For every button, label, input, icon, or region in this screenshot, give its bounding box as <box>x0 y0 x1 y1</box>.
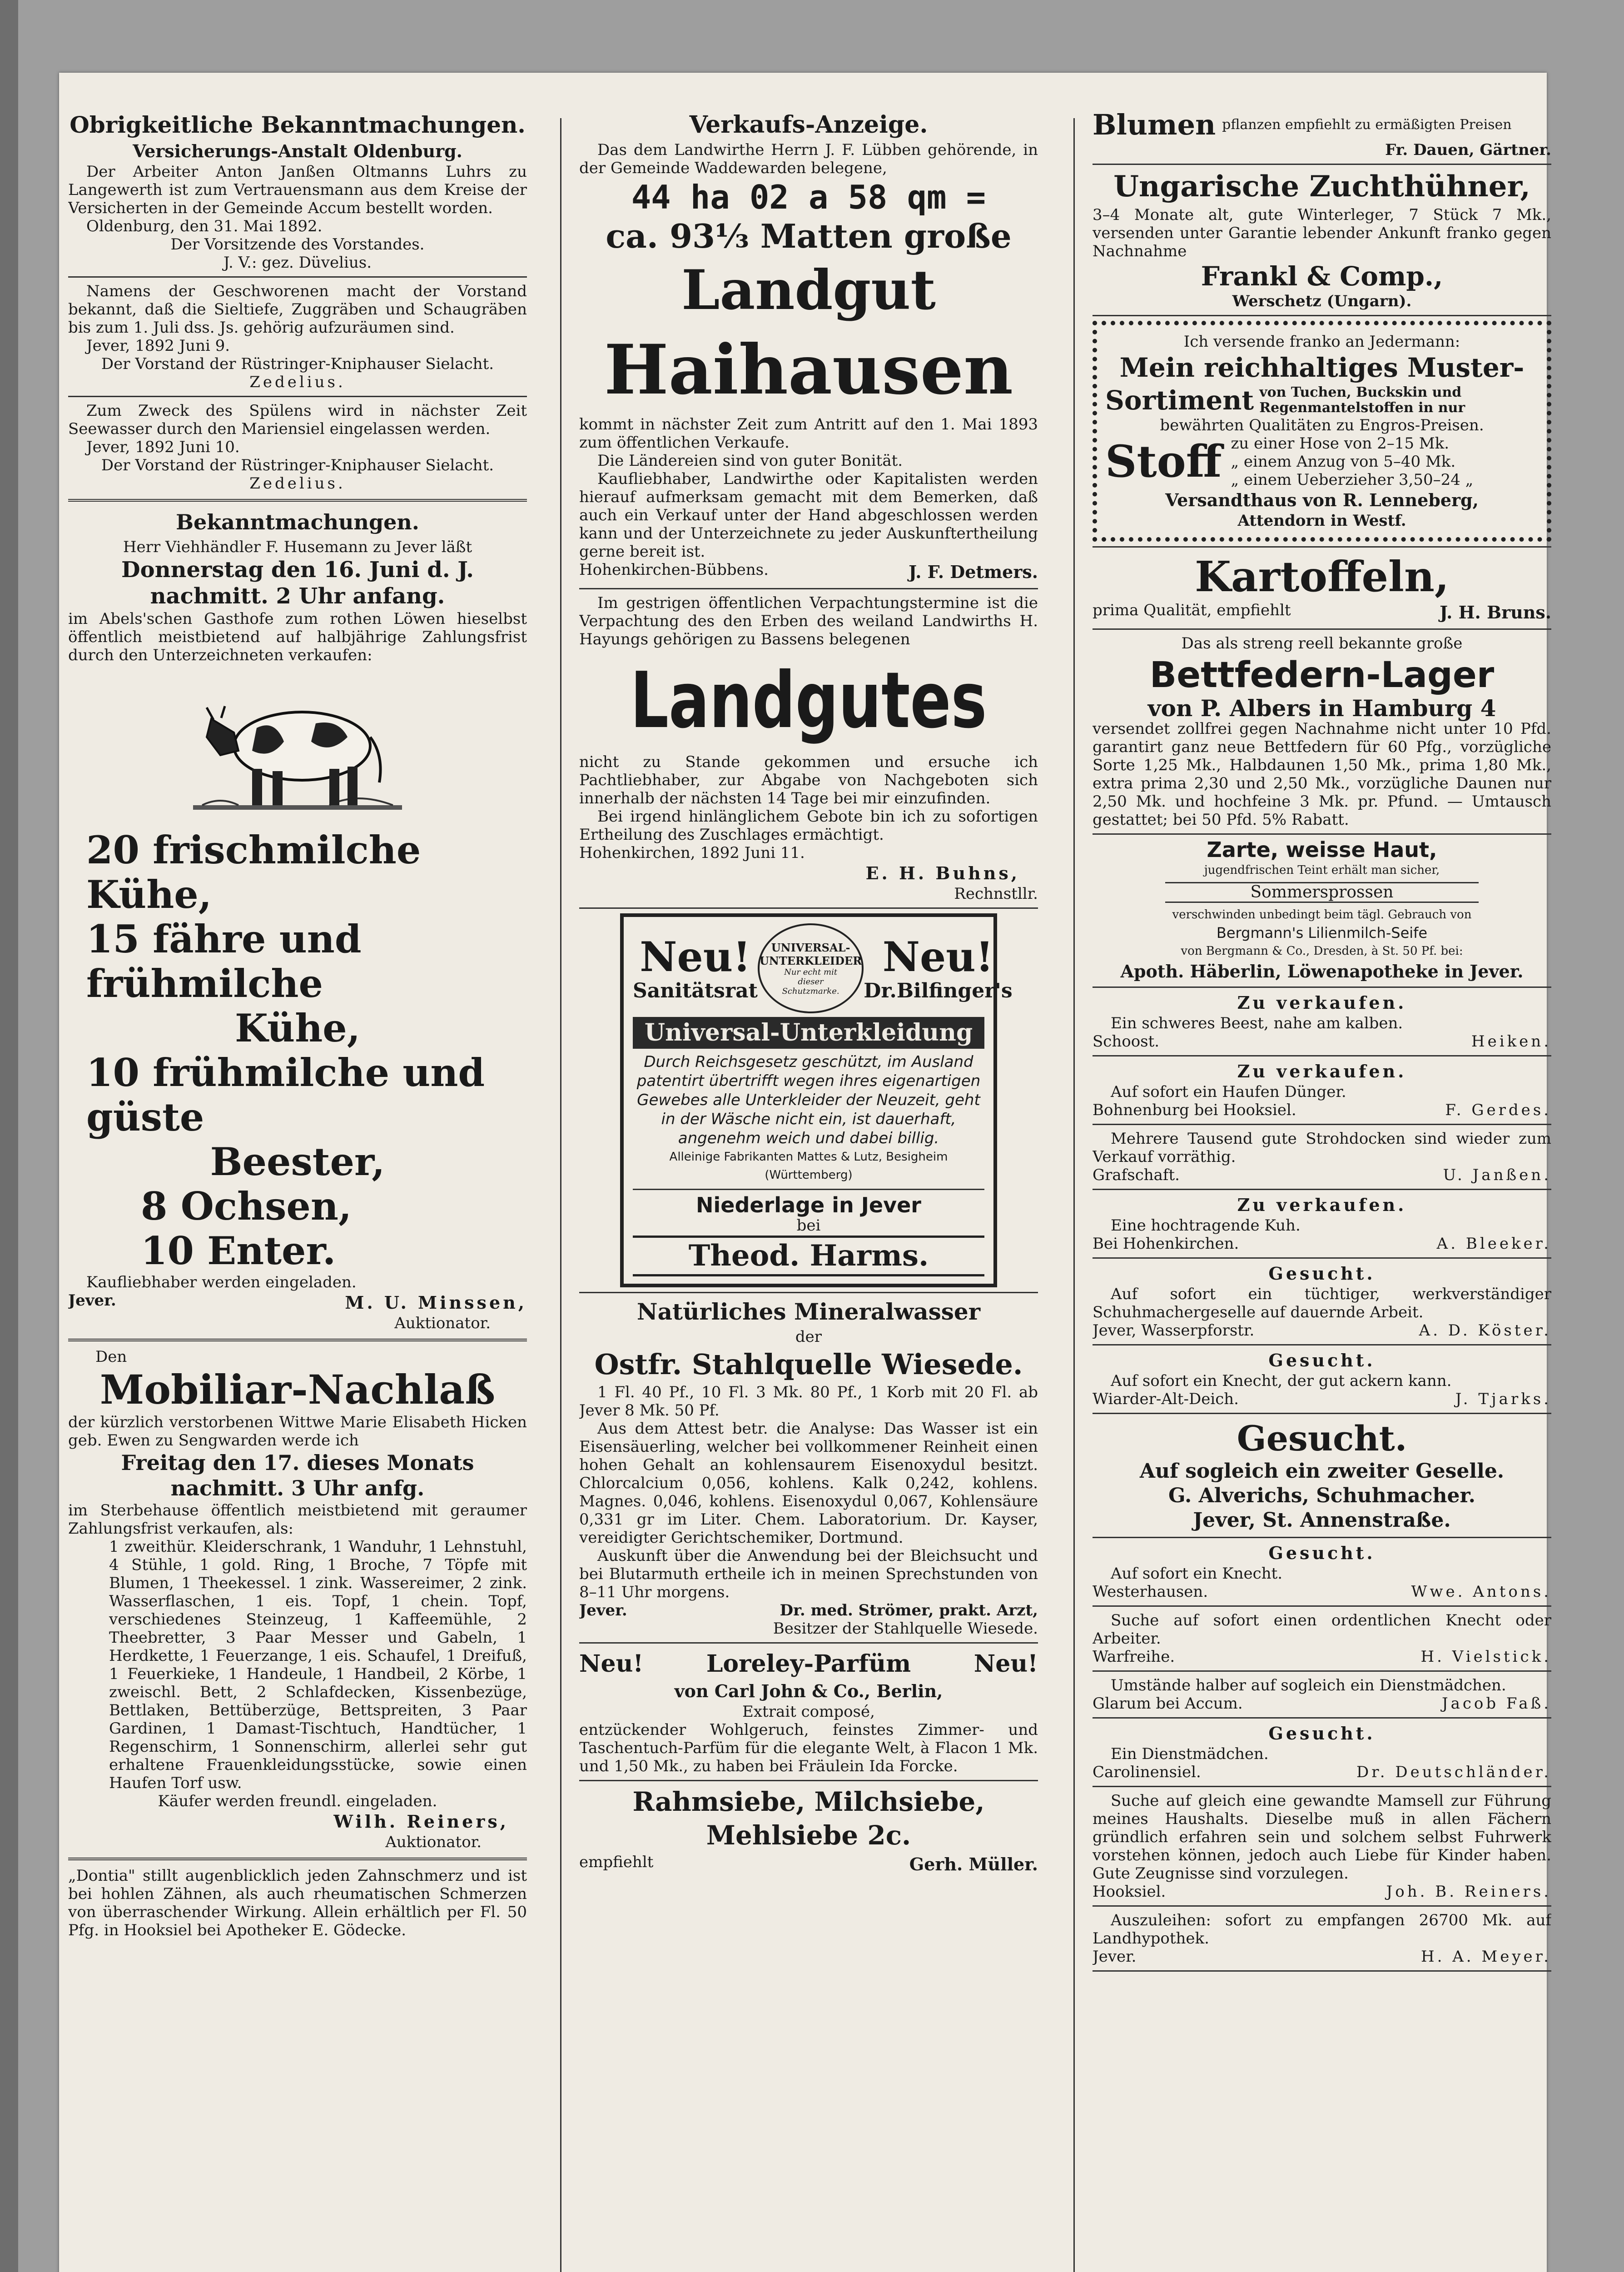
small-ad-signature-row <box>1093 1883 1551 1901</box>
column-rule <box>1073 118 1075 2272</box>
small-ad-place: Schoost. <box>1093 1032 1160 1051</box>
ad-siebe <box>579 1786 1038 1876</box>
small-ad <box>1093 1130 1551 1190</box>
small-ad-body: Ein schweres Beest, nahe am kalben. <box>1111 1014 1403 1032</box>
ad-title-row <box>579 1648 1038 1680</box>
small-ad-signature-row <box>1093 1694 1551 1713</box>
notice-body: Namens der Geschworenen macht der Vorstand bekannt, daß die Sieltiefe, Zuggräben und Schaugräben bis zum 1. Juli dss. Js. gehörig aufzuräumen sind. <box>68 282 527 337</box>
adjacent-page-edge <box>0 0 18 2272</box>
ad-signer: Dr. med. Strömer, prakt. Arzt, <box>780 1601 1038 1619</box>
notice-official <box>68 111 527 272</box>
ad-headline: Rahmsiebe, Milchsiebe, <box>632 1786 985 1817</box>
column-2 <box>579 109 1038 2272</box>
small-ad-signature-row <box>1093 1101 1551 1119</box>
small-ad-signature-row <box>1093 1648 1551 1666</box>
small-ad <box>1093 1061 1551 1125</box>
small-ad-signer: Wwe. Antons. <box>1411 1583 1551 1601</box>
small-ad-place: Bei Hohenkirchen. <box>1093 1235 1239 1253</box>
ad-headline: Mein reichhaltiges Muster- <box>1119 352 1525 383</box>
divider <box>633 1189 984 1190</box>
small-ad <box>1093 1543 1551 1607</box>
small-ad-body: Eine hochtragende Kuh. <box>1111 1216 1301 1235</box>
notice-sielacht-2 <box>68 402 527 493</box>
small-ad-signature-row <box>1093 1583 1551 1601</box>
ad-signature-row <box>579 1601 1038 1619</box>
small-ad-title: Zu verkaufen. <box>1237 1061 1407 1081</box>
ad-body: „Dontia" stillt augenblicklich jeden Zahnschmerz und ist bei hohlen Zähnen, als auch rheumatischen Schmerzen von überraschender Wirkung. Allein erhältlich per Fl. 50 Pfg. in Hooksiel bei Apotheker E. Gödecke. <box>68 1867 527 1939</box>
small-ad-place: Bohnenburg bei Hooksiel. <box>1093 1101 1296 1119</box>
divider <box>1093 1605 1551 1607</box>
ad-place: Jever. <box>68 1291 116 1310</box>
small-ads <box>1093 1543 1551 1972</box>
notice-body: Der Arbeiter Anton Janßen Oltmanns Luhrs zu Langewerth ist zum Vertrauensmann aus dem Kreise der Versicherten in der Gemeinde Accum bestellt worden. <box>68 163 527 217</box>
ad-mobiliar <box>68 1348 527 1851</box>
ad-signer: J. H. Bruns. <box>1440 602 1551 623</box>
ad-price-line: „ einem Anzug von 5–40 Mk. <box>1231 453 1456 471</box>
ad-muster-sortiment <box>1093 321 1551 542</box>
small-ad-body: Mehrere Tausend gute Strohdocken sind wieder zum Verkauf vorräthig. <box>1093 1130 1551 1166</box>
divider <box>579 907 1038 909</box>
ad-firm: Theod. Harms. <box>633 1236 984 1276</box>
ad-text: Jever, St. Annenstraße. <box>1193 1509 1451 1532</box>
small-ad-title: Gesucht. <box>1268 1263 1376 1284</box>
small-ad-place: Carolinensiel. <box>1093 1763 1201 1781</box>
small-ad-body: Auf sofort ein Knecht, der gut ackern kann. <box>1111 1372 1452 1390</box>
badge-text: Nur echt mit dieser Schutzmarke. <box>782 967 839 996</box>
ad-depot-bei: bei <box>796 1216 821 1235</box>
ad-text: pflanzen empfiehlt zu ermäßigten Preisen <box>1222 117 1512 133</box>
ad-headline: Sortiment <box>1105 385 1254 416</box>
notice-signature: Der Vorsitzende des Vorstandes. <box>170 235 425 254</box>
column-rule <box>560 118 561 2272</box>
ad-price-line: zu einer Hose von 2–15 Mk. <box>1231 434 1449 453</box>
ad-buyers: Käufer werden freundl. eingeladen. <box>158 1792 437 1810</box>
ad-text: von Tuchen, Buckskin und Regenmantelstoffen in nur <box>1259 384 1465 416</box>
divider <box>1093 1413 1551 1414</box>
small-ad-body: Auszuleihen: sofort zu empfangen 26700 Mk. auf Landhypothek. <box>1093 1911 1551 1948</box>
ad-body: Im gestrigen öffentlichen Verpachtungstermine ist die Verpachtung des den Erben des weiland Landwirths H. Hayungs gehörigen zu Bassens belegenen <box>579 594 1038 648</box>
ad-text: Auf sogleich ein zweiter Geselle. <box>1139 1460 1505 1483</box>
column-3 <box>1093 109 1551 2272</box>
ad-item-line: 8 Ochsen, <box>141 1184 352 1229</box>
small-ad <box>1093 1723 1551 1787</box>
ad-intro: Herr Viehhändler F. Husemann zu Jever läßt <box>123 538 472 556</box>
small-ad-place: Hooksiel. <box>1093 1883 1166 1901</box>
ad-place: Attendorn in Westf. <box>1237 512 1406 530</box>
ad-role: Besitzer der Stahlquelle Wiesede. <box>773 1619 1038 1638</box>
notice-signature: Der Vorstand der Rüstringer-Kniphauser Sielacht. <box>101 355 494 373</box>
divider <box>1093 1189 1551 1190</box>
ad-date: Donnerstag den 16. Juni d. J. <box>121 557 474 583</box>
ad-headline: Ostfr. Stahlquelle Wiesede. <box>594 1348 1023 1381</box>
ad-price: 1 Fl. 40 Pf., 10 Fl. 3 Mk. 80 Pf., 1 Korb mit 20 Fl. ab Jever 8 Mk. 50 Pf. <box>579 1383 1038 1420</box>
ad-body: der kürzlich verstorbenen Wittwe Marie Elisabeth Hicken geb. Ewen zu Sengwarden werde ich <box>68 1413 527 1450</box>
ad-price-line: „ einem Ueberzieher 3,50–24 „ <box>1231 471 1474 489</box>
ad-loreley <box>579 1648 1038 1775</box>
small-ad-place: Warfreihe. <box>1093 1648 1175 1666</box>
small-ad-title: Gesucht. <box>1268 1723 1376 1744</box>
small-ad <box>1093 1195 1551 1259</box>
small-ad-signer: Jacob Faß. <box>1441 1694 1551 1713</box>
ad-signature-row <box>579 1853 1038 1876</box>
ad-item-line: 10 frühmilche und güste <box>86 1050 485 1140</box>
divider <box>1093 164 1551 165</box>
ad-item-line: Kühe, <box>235 1006 360 1051</box>
small-ad-body: Ein Dienstmädchen. <box>1111 1745 1269 1763</box>
cow-illustration <box>193 669 402 823</box>
ad-signer: Wilh. Reiners, <box>333 1811 509 1832</box>
small-ad-signer: Joh. B. Reiners. <box>1386 1883 1551 1901</box>
small-ad <box>1093 1911 1551 1972</box>
small-ad-place: Jever, Wasserpforstr. <box>1093 1321 1255 1340</box>
divider <box>579 1642 1038 1644</box>
ad-prefix: Den <box>95 1348 127 1366</box>
ad-body: versendet zollfrei gegen Nachnahme nicht unter 10 Pfd. garantirt ganz neue Bettfedern für 60 Pfg., vorzügliche Sorte 1,25 Mk., Halbdaunen 1,50 Mk., prima 1,80 Mk., extra prima 2,30 und 2,50 Mk., vorzügliche Daunen nur 2,50 Mk. und hochfeine 3 Mk. pr. Pfund. — Umtausch gestattet; bei 50 Pfd. 5% Rabatt. <box>1093 720 1551 829</box>
small-ad-body: Auf sofort ein Knecht. <box>1111 1564 1283 1583</box>
divider <box>1093 1055 1551 1056</box>
ad-intro: Das dem Landwirthe Herrn J. F. Lübben gehörende, in der Gemeinde Waddewarden belegene, <box>579 141 1038 177</box>
ad-text: prima Qualität, empfiehlt <box>1093 601 1291 619</box>
notice-signature: Zedelius. <box>249 474 346 493</box>
small-ad <box>1093 1611 1551 1672</box>
small-ad-signature-row <box>1093 1166 1551 1184</box>
ad-heading: Verkaufs-Anzeige. <box>689 111 928 139</box>
small-ad-body: Umstände halber auf sogleich ein Dienstmädchen. <box>1111 1676 1506 1694</box>
small-ad-signer: H. A. Meyer. <box>1420 1948 1551 1966</box>
small-ad-place: Westerhausen. <box>1093 1583 1208 1601</box>
ad-text: Bergmann's Lilienmilch-Seife <box>1216 924 1428 942</box>
ad-heading: Natürliches Mineralwasser <box>636 1298 981 1325</box>
divider <box>1093 1786 1551 1787</box>
ad-signer: J. F. Detmers. <box>909 562 1038 582</box>
column-1 <box>68 109 527 2272</box>
ad-item-list: 1 zweithür. Kleiderschrank, 1 Wanduhr, 1 Lehnstuhl, 4 Stühle, 1 gold. Ring, 1 Broche, 7 Töpfe mit Blumen, 1 Theekessel. 1 zink. Wassereimer, 2 zink. Wasserflaschen, 1 eis. Topf, 1 chein. Topf, verschiedenes Steinzeug, 1 Kaffeemühle, 2 Theebretter, 3 Paar Messer und Gabeln, 1 Herdkette, 1 Feuerzange, 1 eis. Schaufel, 1 Dreifuß, 1 Feuerkieke, 1 Handeule, 1 Handbeil, 2 Körbe, 1 zweischl. Bett, 2 Schlafdecken, Kissenbezüge, Bettlaken, Bettüberzüge, Bettspreiten, 3 Paar Gardinen, 1 Damast-Tischtuch, Handtücher, 1 Regenschirm, 1 Sonnenschirm, allerlei sehr gut erhaltene Frauenkleidungsstücke, sowie einen Haufen Torf usw. <box>109 1538 527 1792</box>
section-title: Obrigkeitliche Bekanntmachungen. <box>70 111 526 138</box>
ad-text: Apoth. Häberlin, Löwenapotheke in Jever. <box>1120 961 1524 982</box>
ad-maker: Alleinige Fabrikanten Mattes & Lutz, Besigheim (Württemberg) <box>669 1150 948 1182</box>
ad-headline: Mobiliar-Nachlaß <box>99 1366 496 1413</box>
ad-item-line: 20 frischmilche Kühe, <box>86 827 421 917</box>
divider <box>579 1780 1038 1781</box>
small-ad-body: Auf sofort ein tüchtiger, werkverständiger Schuhmachergeselle auf dauernde Arbeit. <box>1093 1285 1551 1321</box>
small-ad <box>1093 1263 1551 1345</box>
notice-signature: Der Vorstand der Rüstringer-Kniphauser Sielacht. <box>101 456 494 474</box>
ad-unterkleidung <box>620 913 1013 1287</box>
ad-neu-label: Neu! <box>579 1650 644 1678</box>
small-ad-title: Zu verkaufen. <box>1237 1195 1407 1215</box>
ad-body: Bei irgend hinlänglichem Gebote bin ich zu sofortigen Ertheilung des Zuschlages ermächtigt. <box>579 807 1038 844</box>
badge-text: UNTERKLEIDER <box>759 954 862 967</box>
ad-headline: Mehlsiebe 2c. <box>706 1820 911 1851</box>
ad-place: Hohenkirchen-Bübbens. <box>579 561 769 579</box>
notice-heading: Versicherungs-Anstalt Oldenburg. <box>133 141 462 161</box>
ad-text: verschwinden unbedingt beim tägl. Gebrauch von <box>1172 908 1472 922</box>
divider <box>1093 1344 1551 1345</box>
ad-place: Jever. <box>579 1601 627 1619</box>
divider <box>1093 1670 1551 1672</box>
notice-date: Jever, 1892 Juni 9. <box>86 337 230 355</box>
small-ad-signer: U. Janßen. <box>1443 1166 1551 1184</box>
small-ad-signature-row <box>1093 1948 1551 1966</box>
ad-headline: Landgutes <box>630 656 987 746</box>
ad-depot: Niederlage in Jever <box>696 1193 921 1217</box>
ad-headline: Loreley-Parfüm <box>706 1650 911 1678</box>
notice-signature: J. V.: gez. Düvelius. <box>223 254 372 272</box>
small-ad <box>1093 1676 1551 1719</box>
ad-landgutes <box>579 594 1038 903</box>
divider <box>1093 1537 1551 1538</box>
ad-item-line: Beester, <box>210 1139 385 1184</box>
ad-top-row <box>633 923 1013 1013</box>
ad-kartoffeln <box>1093 552 1551 624</box>
ad-signer: Fr. Dauen, Gärtner. <box>1385 141 1551 159</box>
ad-intro: Ich versende franko an Jedermann: <box>1183 333 1460 351</box>
divider <box>1093 315 1551 316</box>
ad-zuchthuehner <box>1093 169 1551 310</box>
ad-area: ca. 93⅓ Matten große <box>606 217 1012 255</box>
ad-role: Rechnstllr. <box>954 885 1038 903</box>
ad-body: kommt in nächster Zeit zum Antritt auf den 1. Mai 1893 zum öffentlichen Verkaufe. <box>579 415 1038 452</box>
ad-text: bewährten Qualitäten zu Engros-Preisen. <box>1160 416 1484 434</box>
ad-body: Kaufliebhaber, Landwirthe oder Kapitalisten werden hierauf aufmerksam gemacht mit dem Bemerken, daß auch ein Verkauf unter der Hand abgeschlossen werden kann und der Unterzeichnete zu jeder Auskunftertheilung gerne bereit ist. <box>579 470 1038 561</box>
ad-firm: von P. Albers in Hamburg 4 <box>1147 695 1496 722</box>
ad-role: Auktionator. <box>385 1833 482 1851</box>
ad-headline: Stoff <box>1105 436 1222 487</box>
small-ads <box>1093 992 1551 1414</box>
ad-body: Aus dem Attest betr. die Analyse: Das Wasser ist ein Eisensäuerling, welcher bei vollkommener Reinheit einen hohen Gehalt an kohlensaurem Eisenoxydul besitzt. Chlorcalcium 0,056, kohlens. Kalk 0,242, kohlens. Magnes. 0,046, kohlens. Eisenoxydul 0,067, Kohlensäure 0,331 gr im Liter. Chem. Laboratorium. Dr. Kayser, vereidigter Gerichtschemiker, Dortmund. <box>579 1420 1038 1547</box>
divider <box>68 1858 527 1860</box>
small-ad-title: Gesucht. <box>1268 1350 1376 1370</box>
small-ad-place: Glarum bei Accum. <box>1093 1694 1243 1713</box>
ad-time: nachmitt. 3 Uhr anfg. <box>170 1476 425 1500</box>
divider <box>579 1292 1038 1293</box>
small-ad-signature-row <box>1093 1032 1551 1051</box>
small-ad-signer: Dr. Deutschländer. <box>1356 1763 1551 1781</box>
small-ad-signer: J. Tjarks. <box>1455 1390 1551 1408</box>
ad-landgut-haihausen <box>579 111 1038 583</box>
divider <box>68 396 527 397</box>
badge-text: UNIVERSAL- <box>771 941 850 954</box>
ad-headline: Bettfedern-Lager <box>1149 655 1495 696</box>
ad-body: nicht zu Stande gekommen und ersuche ich Pachtliebhaber, zur Abgabe von Nachgeboten sich innerhalb der nächsten 14 Tage bei mir einzufinden. <box>579 753 1038 807</box>
ad-area: 44 ha 02 a 58 qm = <box>631 178 986 216</box>
ad-headline: Blumen <box>1093 109 1216 141</box>
newspaper-page <box>59 73 1551 2272</box>
divider <box>1093 833 1551 835</box>
ad-text: empfiehlt <box>579 1853 654 1871</box>
ad-headline: Ungarische Zuchthühner, <box>1113 169 1530 204</box>
section-title: Bekanntmachungen. <box>176 510 419 534</box>
ad-body: im Sterbehause öffentlich meistbietend mit geraumer Zahlungsfrist verkaufen, als: <box>68 1501 527 1538</box>
ad-body: Die Ländereien sind von guter Bonität. <box>597 452 903 470</box>
ad-time: nachmitt. 2 Uhr anfang. <box>150 583 445 609</box>
ad-banner: Universal-Unterkleidung <box>633 1017 984 1049</box>
ad-signature-row <box>68 1291 527 1314</box>
divider <box>68 499 527 502</box>
ad-right-label: Dr.Bilfinger's <box>864 979 1013 1002</box>
ad-body: entzückender Wohlgeruch, feinstes Zimmer- und Taschentuch-Parfüm für die elegante Welt, à Flacon 1 Mk. und 1,50 Mk., zu haben bei Fräulein Ida Forcke. <box>579 1721 1038 1775</box>
divider <box>1093 1124 1551 1125</box>
ad-firm: Versandthaus von R. Lenneberg, <box>1165 490 1479 510</box>
notice-date: Jever, 1892 Juni 10. <box>86 438 240 456</box>
ad-kind: Extrait composé, <box>742 1703 875 1721</box>
divider <box>1093 628 1551 630</box>
small-ad-signature-row <box>1093 1763 1551 1781</box>
ad-firm: Frankl & Comp., <box>1201 261 1443 292</box>
ad-body: Durch Reichsgesetz geschützt, im Ausland patentirt übertrifft wegen ihres eigenartigen Gewebes alle Unterkleider der Neuzeit, geht in der Wäsche nicht ein, ist dauerhaft, angenehm weich und dabei billig. <box>636 1053 981 1147</box>
ad-item-line: 15 fähre und frühmilche <box>86 917 362 1006</box>
ad-role: Auktionator. <box>394 1314 491 1332</box>
ad-bettfedern <box>1093 634 1551 829</box>
ad-item-line: 10 Enter. <box>141 1228 336 1273</box>
ad-headline: Kartoffeln, <box>1195 552 1449 601</box>
divider <box>1093 1717 1551 1719</box>
ad-date: Freitag den 17. dieses Monats <box>121 1450 474 1475</box>
ad-mineralwasser <box>579 1298 1038 1638</box>
ad-dontia <box>68 1867 527 1939</box>
ad-buyers: Kaufliebhaber werden eingeladen. <box>86 1273 357 1291</box>
ad-headline: Zarte, weisse Haut, <box>1207 837 1437 862</box>
ad-body: Auskunft über die Anwendung bei der Bleichsucht und bei Blutarmuth ertheile ich in meinen Sprechstunden von 8–11 Uhr morgens. <box>579 1547 1038 1601</box>
ad-signature-row <box>579 561 1038 583</box>
small-ad-signature-row <box>1093 1321 1551 1340</box>
ad-text: der <box>795 1328 822 1346</box>
ad-place: Werschetz (Ungarn). <box>1232 292 1412 310</box>
ad-headline: Landgut <box>681 258 936 322</box>
small-ad-signer: A. Bleeker. <box>1436 1235 1551 1253</box>
ad-text: von Bergmann & Co., Dresden, à St. 50 Pf. bei: <box>1181 944 1463 958</box>
ad-neu-label: Neu! <box>640 933 751 981</box>
divider <box>1093 1257 1551 1259</box>
small-ad-body: Suche auf sofort einen ordentlichen Knecht oder Arbeiter. <box>1093 1611 1551 1648</box>
notice-sielacht-1 <box>68 282 527 391</box>
divider <box>68 276 527 278</box>
small-ad-body: Suche auf gleich eine gewandte Mamsell zur Führung meines Haushalts. Dieselbe muß in allen Fächern gründlich erfahren sein und solchem selbst Fuhrwerk vorstehen können, jedoch auch Liebe für Kinder haben. Gute Zeugnisse sind vorzulegen. <box>1093 1792 1551 1883</box>
small-ad-signer: H. Vielstick. <box>1420 1648 1551 1666</box>
ad-cattle-auction <box>68 508 527 1332</box>
ad-intro: Das als streng reell bekannte große <box>1181 634 1463 653</box>
ad-signer: Gerh. Müller. <box>909 1854 1038 1874</box>
ad-maker: von Carl John & Co., Berlin, <box>674 1681 943 1701</box>
ad-signer: M. U. Minssen, <box>345 1292 527 1313</box>
small-ad-title: Gesucht. <box>1268 1543 1376 1563</box>
divider <box>579 588 1038 589</box>
ad-text: jugendfrischen Teint erhält man sicher, <box>1204 863 1440 877</box>
small-ad-body: Auf sofort ein Haufen Dünger. <box>1111 1083 1346 1101</box>
notice-body: Zum Zweck des Spülens wird in nächster Zeit Seewasser durch den Mariensiel eingelassen werden. <box>68 402 527 438</box>
small-ad-signer: A. D. Köster. <box>1419 1321 1551 1340</box>
ad-neu-label: Neu! <box>882 933 994 981</box>
small-ad <box>1093 1350 1551 1414</box>
small-ad <box>1093 992 1551 1056</box>
small-ad <box>1093 1792 1551 1907</box>
small-ad-signer: F. Gerdes. <box>1445 1101 1551 1119</box>
ad-blumen <box>1093 109 1551 159</box>
small-ad-place: Wiarder-Alt-Deich. <box>1093 1390 1239 1408</box>
trademark-badge <box>758 923 864 1013</box>
small-ad-signature-row <box>1093 1235 1551 1253</box>
small-ad-place: Grafschaft. <box>1093 1166 1180 1184</box>
ad-signature-row <box>1093 601 1551 624</box>
ad-date: Hohenkirchen, 1892 Juni 11. <box>579 844 805 862</box>
ad-lilienmilch <box>1093 839 1551 982</box>
small-ad-place: Jever. <box>1093 1948 1137 1966</box>
ad-text: G. Alverichs, Schuhmacher. <box>1168 1484 1475 1507</box>
divider <box>1093 546 1551 548</box>
ad-neu-label: Neu! <box>973 1650 1038 1678</box>
divider <box>1093 1970 1551 1972</box>
ad-body: 3–4 Monate alt, gute Winterleger, 7 Stück 7 Mk., versenden unter Garantie lebender Ankunft franko gegen Nachnahme <box>1093 206 1551 260</box>
ad-headline: Gesucht. <box>1237 1418 1407 1459</box>
small-ad-signature-row <box>1093 1390 1551 1408</box>
small-ad-title: Zu verkaufen. <box>1237 992 1407 1013</box>
ad-left-label: Sanitätsrat <box>633 979 758 1002</box>
divider <box>68 1339 527 1341</box>
ad-headline: Haihausen <box>604 330 1013 410</box>
ad-signer: E. H. Buhns, <box>865 863 1020 883</box>
small-ad-signer: Heiken. <box>1471 1032 1551 1051</box>
notice-date: Oldenburg, den 31. Mai 1892. <box>86 217 323 235</box>
ad-gesucht-big <box>1093 1419 1551 1532</box>
divider <box>1093 1905 1551 1907</box>
ad-body: im Abels'schen Gasthofe zum rothen Löwen hieselbst öffentlich meistbietend auf halbjährige Zahlungsfrist durch den Unterzeichneten verkaufen: <box>68 610 527 664</box>
notice-signature: Zedelius. <box>249 373 346 391</box>
divider <box>1093 987 1551 988</box>
ad-text: Sommersprossen <box>1165 882 1479 903</box>
